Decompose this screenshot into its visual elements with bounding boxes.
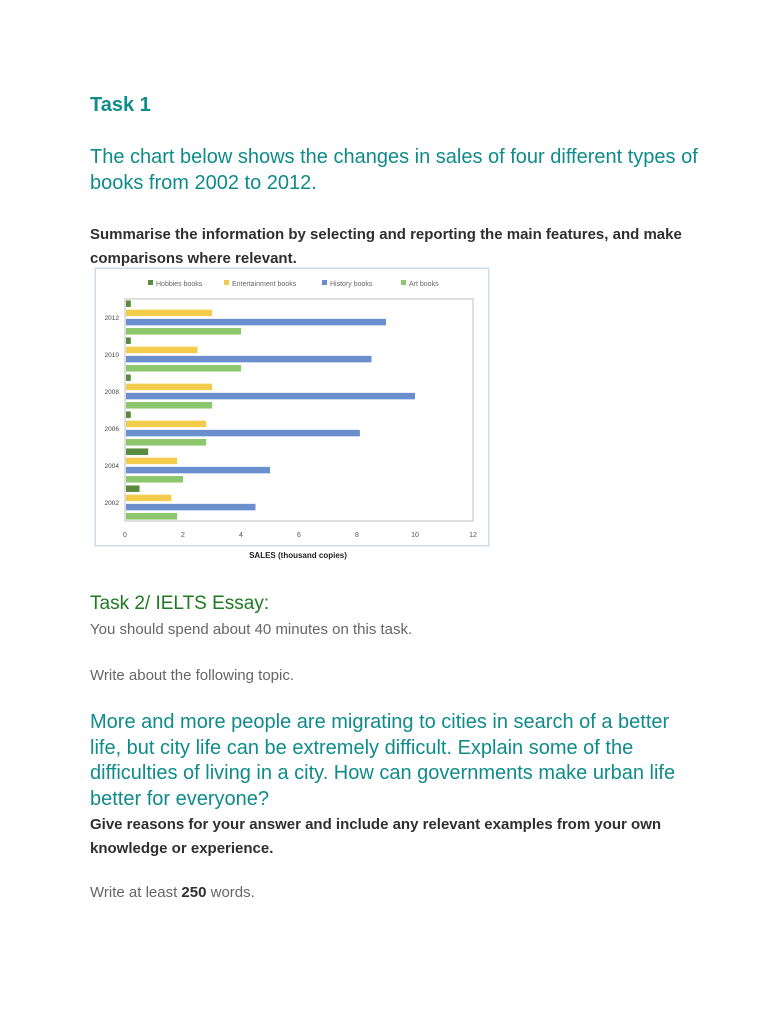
- bar-2012-0: [126, 300, 131, 307]
- bar-2012-3: [126, 328, 241, 335]
- bar-2002-1: [126, 495, 171, 502]
- task1-heading: Task 1: [90, 94, 151, 116]
- bar-2008-1: [126, 384, 212, 391]
- x-tick-label: 6: [297, 532, 301, 539]
- task1-prompt: The chart below shows the changes in sales of four different types of books from 2002 to 2012.: [90, 146, 698, 194]
- legend-label-3: Art books: [409, 281, 439, 288]
- task2-prompt: More and more people are migrating to cities in search of a better life, but city life can be extremely difficult. Explain some of the difficulties of living in a city. How can governments make urban life better for everyone?: [90, 711, 676, 810]
- bar-2008-3: [126, 402, 212, 409]
- bar-2008-0: [126, 374, 131, 381]
- y-tick-label: 2008: [104, 389, 119, 396]
- bar-2006-0: [126, 411, 131, 418]
- legend-label-0: Hobbies books: [156, 281, 203, 288]
- legend-swatch-3: [401, 280, 406, 285]
- bar-2004-2: [126, 467, 270, 474]
- y-tick-label: 2012: [104, 315, 119, 322]
- x-tick-label: 12: [469, 532, 477, 539]
- bar-2006-1: [126, 421, 206, 428]
- y-tick-label: 2002: [104, 500, 119, 507]
- x-tick-label: 0: [123, 532, 127, 539]
- word-count-prefix: Write at least: [90, 884, 182, 901]
- x-tick-label: 10: [411, 532, 419, 539]
- chart-svg: [96, 269, 488, 545]
- bar-2008-2: [126, 393, 415, 400]
- bar-2006-3: [126, 439, 206, 446]
- bar-2004-3: [126, 476, 183, 483]
- bar-2010-1: [126, 347, 198, 354]
- time-instruction: You should spend about 40 minutes on this task.: [90, 621, 413, 638]
- x-axis-label: SALES (thousand copies): [249, 551, 347, 560]
- bar-2010-3: [126, 365, 241, 372]
- legend-swatch-0: [148, 280, 153, 285]
- task2-instruction: Give reasons for your answer and include any relevant examples from your own knowledge or experience.: [90, 816, 662, 857]
- task2-heading: Task 2/ IELTS Essay:: [90, 593, 270, 614]
- task1-instruction: Summarise the information by selecting and reporting the main features, and make comparisons where relevant.: [90, 226, 682, 267]
- bar-2004-1: [126, 458, 177, 465]
- x-tick-label: 2: [181, 532, 185, 539]
- bar-2002-2: [126, 504, 256, 511]
- topic-instruction: Write about the following topic.: [90, 667, 295, 684]
- y-tick-label: 2004: [104, 463, 119, 470]
- bar-2002-0: [126, 485, 140, 492]
- legend-swatch-2: [322, 280, 327, 285]
- bar-2010-2: [126, 356, 372, 363]
- bar-2012-2: [126, 319, 386, 326]
- bar-2010-0: [126, 337, 131, 344]
- x-tick-label: 8: [355, 532, 359, 539]
- bar-2006-2: [126, 430, 360, 437]
- bar-2012-1: [126, 310, 212, 317]
- y-tick-label: 2006: [104, 426, 119, 433]
- y-tick-label: 2010: [104, 352, 119, 359]
- book-sales-chart: [95, 268, 489, 546]
- word-count-suffix: words.: [206, 884, 255, 901]
- bar-2002-3: [126, 513, 177, 520]
- legend-label-1: Entertainment books: [232, 281, 297, 288]
- x-tick-label: 4: [239, 532, 243, 539]
- word-count-instruction: [90, 884, 255, 901]
- word-count-number: 250: [181, 884, 207, 901]
- legend-label-2: History books: [330, 281, 373, 288]
- bar-2004-0: [126, 448, 148, 455]
- legend-swatch-1: [224, 280, 229, 285]
